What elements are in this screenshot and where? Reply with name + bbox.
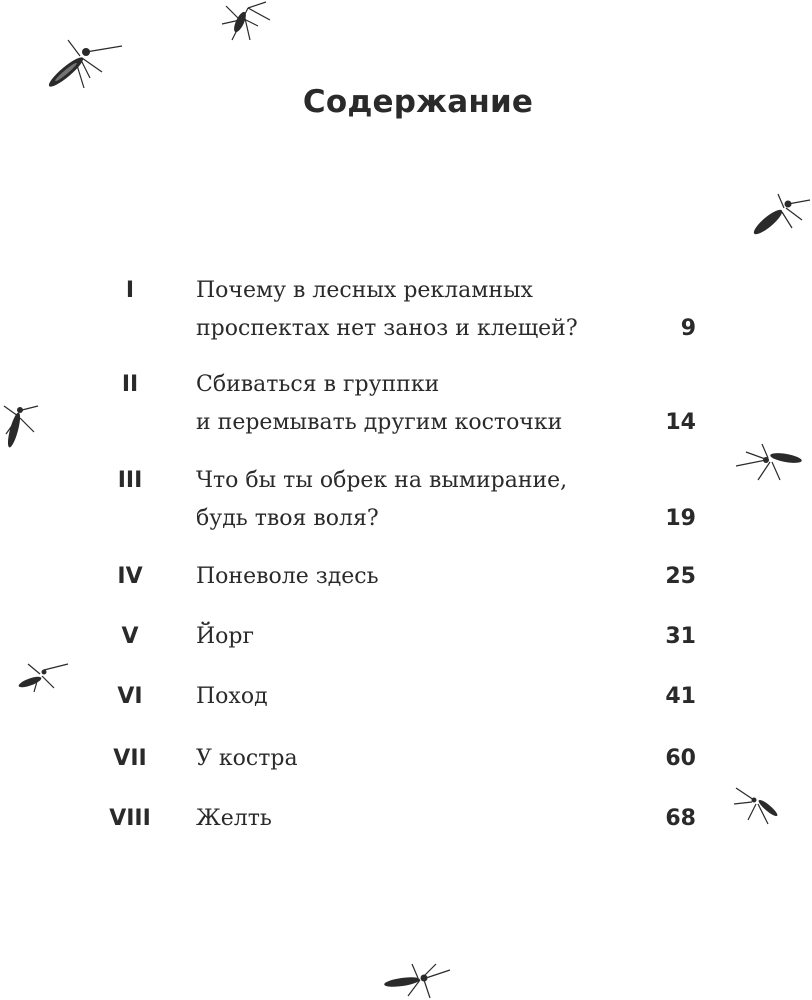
chapter-number: IV (117, 564, 143, 589)
page-number: 31 (665, 624, 696, 649)
chapter-number: III (117, 468, 143, 493)
chapter-title-line: Что бы ты обрек на вымирание, (196, 468, 568, 493)
chapter-title-line: Почему в лесных рекламных (196, 278, 533, 303)
chapter-title (196, 366, 636, 442)
page-number: 25 (665, 564, 696, 589)
chapter-title-line: Сбиваться в группки (196, 372, 440, 397)
page-number: 68 (665, 806, 696, 831)
chapter-title (196, 740, 636, 778)
chapter-title-line: Желть (196, 806, 272, 831)
chapter-title-line: будь твоя воля? (196, 506, 379, 531)
chapter-title (196, 462, 636, 538)
chapter-title-line: Йорг (196, 624, 255, 649)
page-number: 9 (680, 316, 696, 341)
chapter-number: V (121, 624, 139, 649)
chapter-title-line: У костра (196, 746, 298, 771)
page-number: 60 (665, 746, 696, 771)
chapter-number: II (121, 372, 139, 397)
page-title: Содержание (302, 84, 534, 120)
page-number: 41 (665, 684, 696, 709)
page-number: 14 (665, 410, 696, 435)
chapter-title-line: и перемывать другим косточки (196, 410, 563, 435)
chapter-title-line: Поневоле здесь (196, 564, 379, 589)
chapter-number: I (125, 278, 135, 303)
chapter-number: VI (117, 684, 143, 709)
chapter-title (196, 678, 636, 716)
chapter-title (196, 800, 636, 838)
chapter-title-line: проспектах нет заноз и клещей? (196, 316, 578, 341)
chapter-number: VII (113, 746, 147, 771)
chapter-title (196, 272, 636, 348)
chapter-title (196, 558, 636, 596)
chapter-title-line: Поход (196, 684, 268, 709)
chapter-number: VIII (109, 806, 151, 831)
page-number: 19 (665, 506, 696, 531)
chapter-title (196, 618, 636, 656)
